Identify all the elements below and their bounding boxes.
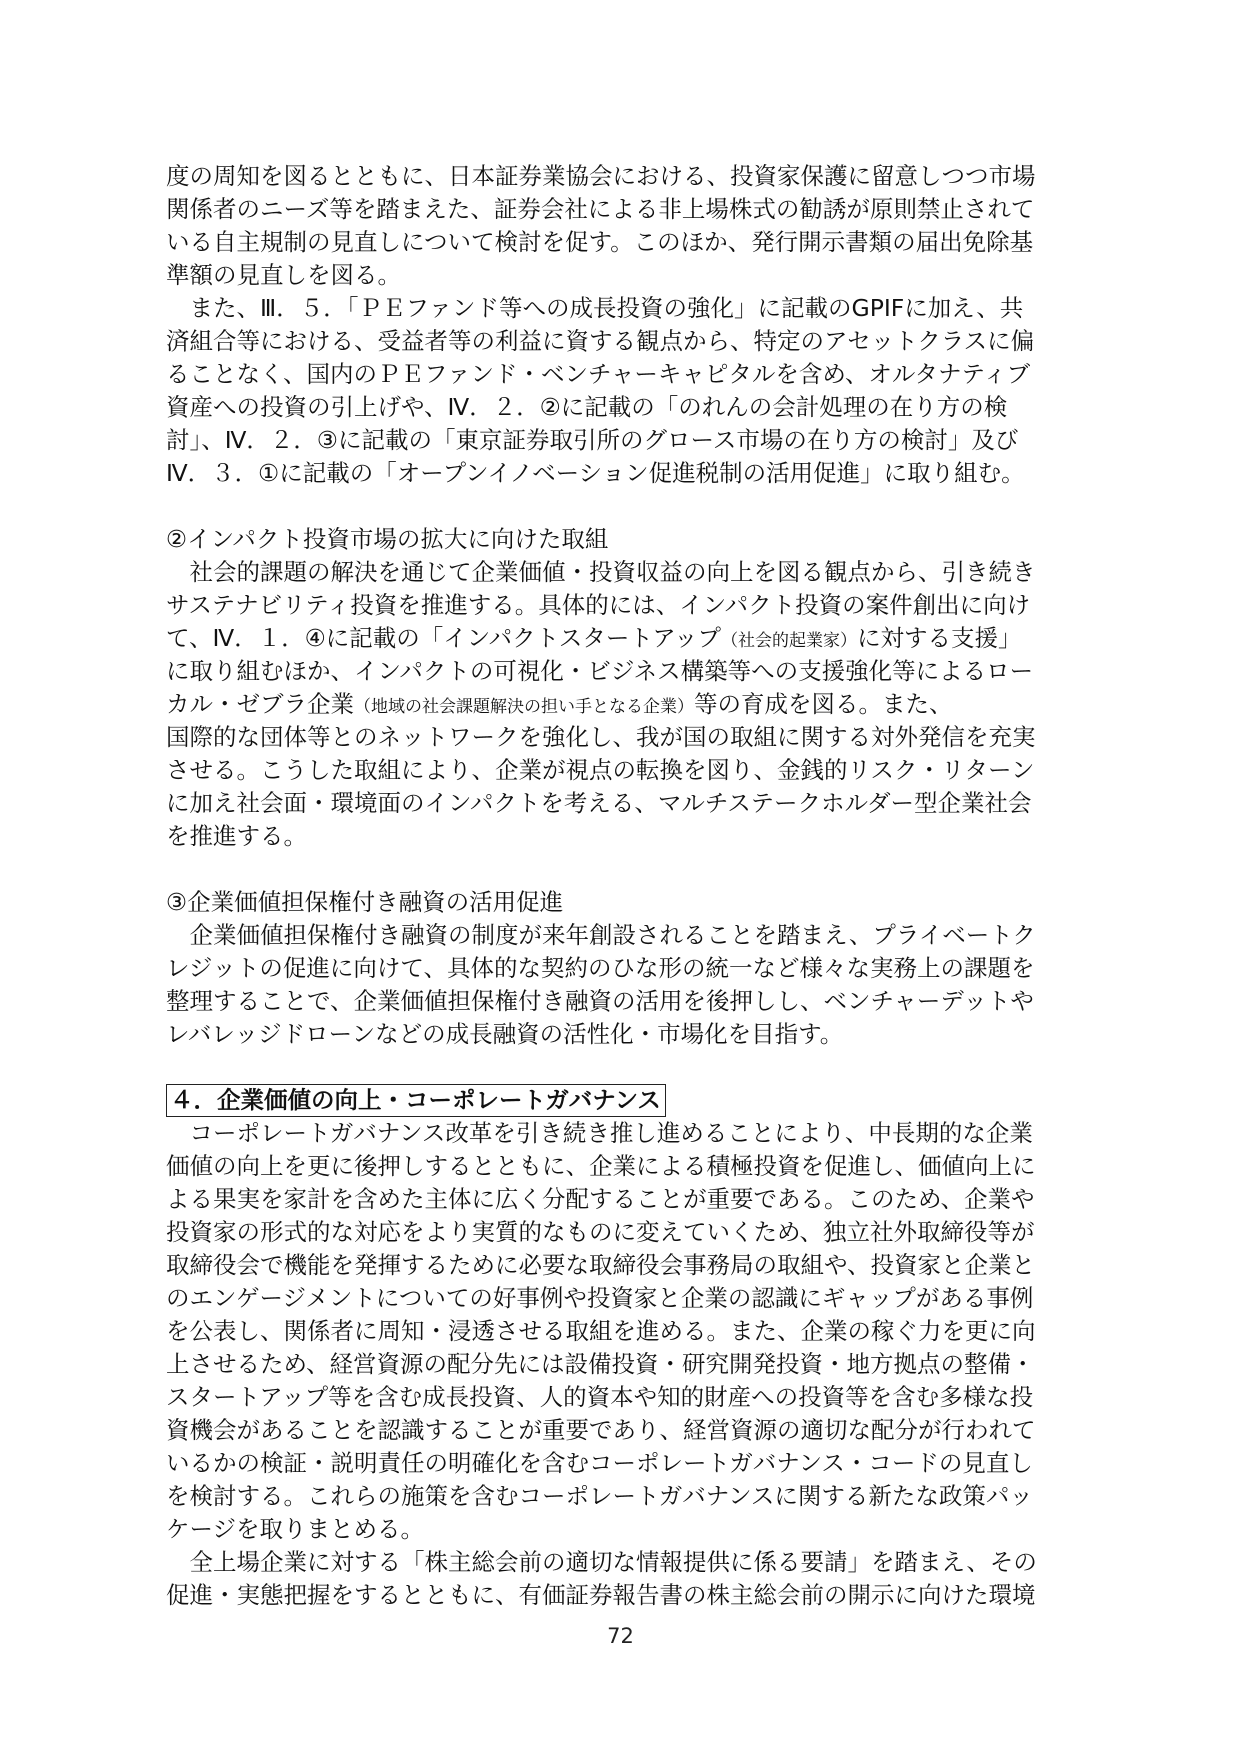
paragraph-unlisted-shares	[166, 160, 1106, 490]
section-impact-investment	[166, 523, 1106, 853]
text-line: 取締役会で機能を発揮するために必要な取締役会事務局の取組や、投資家と企業と	[166, 1251, 1036, 1279]
subsection-title: ②インパクト投資市場の拡大に向けた取組	[166, 525, 609, 553]
text-line: レバレッジドローンなどの成長融資の活性化・市場化を目指す。	[166, 1020, 844, 1048]
text-segment: 等の育成を図る。また、	[694, 690, 953, 718]
text-line: ケージを取りまとめる。	[166, 1515, 425, 1543]
text-line: を検討する。これらの施策を含むコーポレートガバナンスに関する新たな政策パッ	[166, 1482, 1033, 1510]
text-line: 促進・実態把握をするとともに、有価証券報告書の株主総会前の開示に向けた環境	[166, 1581, 1036, 1609]
text-segment: に対する支援」	[857, 624, 1022, 652]
text-line: 社会的課題の解決を通じて企業価値・投資収益の向上を図る観点から、引き続き	[166, 558, 1036, 586]
section-enterprise-value-lending	[166, 886, 1106, 1051]
text-line: に取り組むほか、インパクトの可視化・ビジネス構築等への支援強化等によるロー	[166, 657, 1034, 685]
text-line	[166, 688, 1106, 721]
text-line: 上させるため、経営資源の配分先には設備投資・研究開発投資・地方拠点の整備・	[166, 1350, 1035, 1378]
text-line: レジットの促進に向けて、具体的な契約のひな形の統一など様々な実務上の課題を	[166, 954, 1035, 982]
text-line: 準額の見直しを図る。	[166, 261, 401, 289]
section-heading-row	[166, 1084, 1106, 1117]
text-segment: カル・ゼブラ企業	[166, 690, 354, 718]
text-line: ることなく、国内のＰＥファンド・ベンチャーキャピタルを含め、オルタナティブ	[166, 360, 1031, 388]
text-line: 関係者のニーズ等を踏まえた、証券会社による非上場株式の勧誘が原則禁止されて	[166, 195, 1035, 223]
paragraph-gap	[166, 1051, 1106, 1084]
paragraph-gap	[166, 853, 1106, 886]
text-segment: て、Ⅳ．１．④に記載の「インパクトスタートアップ	[166, 624, 722, 652]
text-line: Ⅳ．３．①に記載の「オープンイノベーション促進税制の活用促進」に取り組む。	[166, 459, 1025, 487]
text-line: 価値の向上を更に後押しするとともに、企業による積極投資を促進し、価値向上に	[166, 1152, 1036, 1180]
page-number: 72	[607, 1624, 634, 1648]
text-line: コーポレートガバナンス改革を引き続き推し進めることにより、中長期的な企業	[166, 1119, 1033, 1147]
text-line: 整理することで、企業価値担保権付き融資の活用を後押しし、ベンチャーデットや	[166, 987, 1034, 1015]
parenthetical-note: （社会的起業家）	[721, 631, 858, 651]
text-line: 投資家の形式的な対応をより実質的なものに変えていくため、独立社外取締役等が	[166, 1218, 1035, 1246]
text-line	[166, 622, 1106, 655]
text-line: 国際的な団体等とのネットワークを強化し、我が国の取組に関する対外発信を充実	[166, 723, 1036, 751]
text-line: サステナビリティ投資を推進する。具体的には、インパクト投資の案件創出に向け	[166, 591, 1031, 619]
text-line: を推進する。	[166, 822, 307, 850]
subsection-title: ③企業価値担保権付き融資の活用促進	[166, 888, 564, 916]
text-line: 全上場企業に対する「株主総会前の適切な情報提供に係る要請」を踏まえ、その	[166, 1548, 1037, 1576]
section-heading: ４．企業価値の向上・コーポレートガバナンス	[166, 1084, 666, 1117]
text-line: 資機会があることを認識することが重要であり、経営資源の適切な配分が行われて	[166, 1416, 1036, 1444]
document-body	[166, 160, 1106, 1612]
text-line: いるかの検証・説明責任の明確化を含むコーポレートガバナンス・コードの見直し	[166, 1449, 1033, 1477]
text-line: 資産への投資の引上げや、Ⅳ．２．②に記載の「のれんの会計処理の在り方の検	[166, 393, 1008, 421]
text-line: 企業価値担保権付き融資の制度が来年創設されることを踏まえ、プライベートク	[166, 921, 1036, 949]
text-line: させる。こうした取組により、企業が視点の転換を図り、金銭的リスク・リターン	[166, 756, 1035, 784]
paragraph-gap	[166, 490, 1106, 523]
text-line: いる自主規制の見直しについて検討を促す。このほか、発行開示書類の届出免除基	[166, 228, 1034, 256]
text-line: よる果実を家計を含めた主体に広く分配することが重要である。このため、企業や	[166, 1185, 1035, 1213]
section-corporate-governance	[166, 1084, 1106, 1612]
text-line: 済組合等における、受益者等の利益に資する観点から、特定のアセットクラスに偏	[166, 327, 1035, 355]
text-line: スタートアップ等を含む成長投資、人的資本や知的財産への投資等を含む多様な投	[166, 1383, 1034, 1411]
text-line: また、Ⅲ．５．「ＰＥファンド等への成長投資の強化」に記載のGPIFに加え、共	[166, 294, 1024, 322]
text-line: のエンゲージメントについての好事例や投資家と企業の認識にギャップがある事例	[166, 1284, 1034, 1312]
text-line: を公表し、関係者に周知・浸透させる取組を進める。また、企業の稼ぐ力を更に向	[166, 1317, 1036, 1345]
text-line: に加え社会面・環境面のインパクトを考える、マルチステークホルダー型企業社会	[166, 789, 1032, 817]
parenthetical-note: （地域の社会課題解決の担い手となる企業）	[354, 697, 694, 717]
text-line: 度の周知を図るとともに、日本証券業協会における、投資家保護に留意しつつ市場	[166, 162, 1036, 190]
text-line: 討」、Ⅳ．２．③に記載の「東京証券取引所のグロース市場の在り方の検討」及び	[166, 426, 1019, 454]
